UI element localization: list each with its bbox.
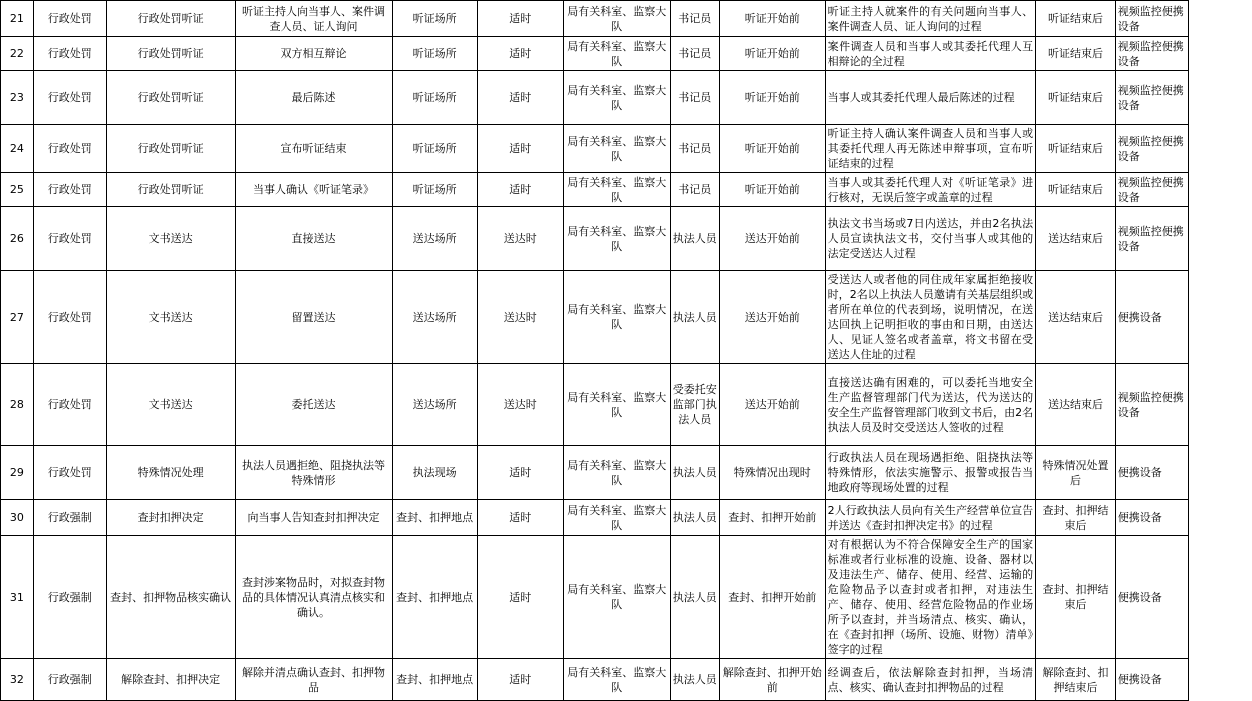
table-row — [1, 1, 1189, 37]
record-content-cell: 对有根据认为不符合保障安全生产的国家标准或者行业标准的设施、设备、器材以及违法生产、储存、使用、经营、运输的危险物品予以查封或者扣押，对违法生产、储存、使用、经营危险物品的作业场所予以查封，并当场清点、核实、确认，在《查封扣押（场所、设施、财物）清单》签字的过程 — [825, 536, 1036, 659]
step-cell: 双方相互辩论 — [235, 37, 392, 71]
record-start-cell: 送达开始前 — [719, 207, 825, 271]
procedure-cell: 行政处罚听证 — [106, 71, 235, 125]
matter-type-cell: 行政处罚 — [33, 1, 106, 37]
device-cell: 便携设备 — [1115, 446, 1188, 500]
table-row — [1, 207, 1189, 271]
procedure-cell: 查封扣押决定 — [106, 500, 235, 536]
device-cell: 视频监控便携设备 — [1115, 1, 1188, 37]
timing-cell: 适时 — [477, 173, 563, 207]
step-cell: 解除并清点确认查封、扣押物品 — [235, 659, 392, 701]
record-start-cell: 听证开始前 — [719, 71, 825, 125]
table-row — [1, 500, 1189, 536]
record-end-cell: 特殊情况处置后 — [1036, 446, 1116, 500]
matter-type-cell: 行政处罚 — [33, 364, 106, 446]
record-end-cell: 解除查封、扣押结束后 — [1036, 659, 1116, 701]
procedure-cell: 行政处罚听证 — [106, 1, 235, 37]
procedure-cell: 行政处罚听证 — [106, 37, 235, 71]
record-start-cell: 解除查封、扣押开始前 — [719, 659, 825, 701]
matter-type-cell: 行政处罚 — [33, 446, 106, 500]
record-end-cell: 听证结束后 — [1036, 1, 1116, 37]
record-end-cell: 送达结束后 — [1036, 207, 1116, 271]
step-cell: 直接送达 — [235, 207, 392, 271]
row-number-cell: 25 — [1, 173, 34, 207]
matter-type-cell: 行政强制 — [33, 500, 106, 536]
department-cell: 局有关科室、监察大队 — [563, 271, 670, 364]
place-cell: 听证场所 — [392, 173, 477, 207]
responsible-person-cell: 执法人员 — [670, 207, 719, 271]
matter-type-cell: 行政处罚 — [33, 125, 106, 173]
table-row — [1, 37, 1189, 71]
matter-type-cell: 行政处罚 — [33, 71, 106, 125]
responsible-person-cell: 受委托安监部门执法人员 — [670, 364, 719, 446]
procedure-cell: 文书送达 — [106, 207, 235, 271]
timing-cell: 适时 — [477, 1, 563, 37]
record-start-cell: 听证开始前 — [719, 1, 825, 37]
row-number-cell: 27 — [1, 271, 34, 364]
record-start-cell: 特殊情况出现时 — [719, 446, 825, 500]
step-cell: 执法人员遇拒绝、阻挠执法等特殊情形 — [235, 446, 392, 500]
table-row — [1, 173, 1189, 207]
timing-cell: 适时 — [477, 500, 563, 536]
record-content-cell: 案件调查人员和当事人或其委托代理人互相辩论的全过程 — [825, 37, 1036, 71]
procedure-cell: 查封、扣押物品核实确认 — [106, 536, 235, 659]
place-cell: 查封、扣押地点 — [392, 659, 477, 701]
record-start-cell: 听证开始前 — [719, 37, 825, 71]
record-start-cell: 听证开始前 — [719, 173, 825, 207]
timing-cell: 适时 — [477, 659, 563, 701]
matter-type-cell: 行政处罚 — [33, 207, 106, 271]
record-content-cell: 受送达人或者他的同住成年家属拒绝接收时，2名以上执法人员邀请有关基层组织或者所在单位的代表到场，说明情况，在送达回执上记明拒收的事由和日期，由送达人、见证人签名或者盖章，将文书留在受送达人住址的过程 — [825, 271, 1036, 364]
record-content-cell: 直接送达确有困难的，可以委托当地安全生产监督管理部门代为送达，代为送达的安全生产监督管理部门收到文书后，由2名执法人员及时交受送达人签收的过程 — [825, 364, 1036, 446]
place-cell: 送达场所 — [392, 271, 477, 364]
record-end-cell: 查封、扣押结束后 — [1036, 536, 1116, 659]
department-cell: 局有关科室、监察大队 — [563, 446, 670, 500]
department-cell: 局有关科室、监察大队 — [563, 125, 670, 173]
timing-cell: 送达时 — [477, 271, 563, 364]
device-cell: 视频监控便携设备 — [1115, 173, 1188, 207]
department-cell: 局有关科室、监察大队 — [563, 173, 670, 207]
matter-type-cell: 行政强制 — [33, 536, 106, 659]
responsible-person-cell: 执法人员 — [670, 271, 719, 364]
record-content-cell: 听证主持人就案件的有关问题向当事人、案件调查人员、证人询问的过程 — [825, 1, 1036, 37]
step-cell: 宣布听证结束 — [235, 125, 392, 173]
table-row — [1, 446, 1189, 500]
device-cell: 便携设备 — [1115, 536, 1188, 659]
place-cell: 听证场所 — [392, 1, 477, 37]
device-cell: 视频监控便携设备 — [1115, 364, 1188, 446]
timing-cell: 适时 — [477, 37, 563, 71]
device-cell: 便携设备 — [1115, 659, 1188, 701]
timing-cell: 适时 — [477, 536, 563, 659]
step-cell: 最后陈述 — [235, 71, 392, 125]
table-row — [1, 364, 1189, 446]
record-end-cell: 听证结束后 — [1036, 173, 1116, 207]
step-cell: 留置送达 — [235, 271, 392, 364]
responsible-person-cell: 执法人员 — [670, 659, 719, 701]
row-number-cell: 26 — [1, 207, 34, 271]
department-cell: 局有关科室、监察大队 — [563, 37, 670, 71]
step-cell: 当事人确认《听证笔录》 — [235, 173, 392, 207]
table-row — [1, 71, 1189, 125]
responsible-person-cell: 书记员 — [670, 173, 719, 207]
record-start-cell: 听证开始前 — [719, 125, 825, 173]
row-number-cell: 24 — [1, 125, 34, 173]
department-cell: 局有关科室、监察大队 — [563, 500, 670, 536]
device-cell: 视频监控便携设备 — [1115, 37, 1188, 71]
record-content-cell: 行政执法人员在现场遇拒绝、阻挠执法等特殊情形，依法实施警示、报警或报告当地政府等现场处置的过程 — [825, 446, 1036, 500]
responsible-person-cell: 执法人员 — [670, 500, 719, 536]
place-cell: 送达场所 — [392, 207, 477, 271]
device-cell: 视频监控便携设备 — [1115, 125, 1188, 173]
record-content-cell: 当事人或其委托代理人最后陈述的过程 — [825, 71, 1036, 125]
row-number-cell: 30 — [1, 500, 34, 536]
procedure-cell: 行政处罚听证 — [106, 125, 235, 173]
procedure-cell: 行政处罚听证 — [106, 173, 235, 207]
department-cell: 局有关科室、监察大队 — [563, 364, 670, 446]
record-start-cell: 送达开始前 — [719, 364, 825, 446]
timing-cell: 适时 — [477, 71, 563, 125]
record-content-cell: 听证主持人确认案件调查人员和当事人或其委托代理人再无陈述申辩事项，宣布听证结束的过程 — [825, 125, 1036, 173]
department-cell: 局有关科室、监察大队 — [563, 536, 670, 659]
row-number-cell: 22 — [1, 37, 34, 71]
device-cell: 视频监控便携设备 — [1115, 207, 1188, 271]
record-end-cell: 送达结束后 — [1036, 364, 1116, 446]
matter-type-cell: 行政处罚 — [33, 173, 106, 207]
responsible-person-cell: 书记员 — [670, 71, 719, 125]
department-cell: 局有关科室、监察大队 — [563, 207, 670, 271]
timing-cell: 适时 — [477, 125, 563, 173]
table-row — [1, 536, 1189, 659]
record-content-cell: 当事人或其委托代理人对《听证笔录》进行核对，无误后签字或盖章的过程 — [825, 173, 1036, 207]
record-end-cell: 听证结束后 — [1036, 37, 1116, 71]
responsible-person-cell: 书记员 — [670, 125, 719, 173]
place-cell: 查封、扣押地点 — [392, 500, 477, 536]
device-cell: 便携设备 — [1115, 271, 1188, 364]
procedure-cell: 文书送达 — [106, 271, 235, 364]
record-start-cell: 查封、扣押开始前 — [719, 500, 825, 536]
record-end-cell: 查封、扣押结束后 — [1036, 500, 1116, 536]
table-row — [1, 125, 1189, 173]
table-row — [1, 659, 1189, 701]
responsible-person-cell: 执法人员 — [670, 446, 719, 500]
step-cell: 查封涉案物品时，对拟查封物品的具体情况认真清点核实和确认。 — [235, 536, 392, 659]
procedure-cell: 文书送达 — [106, 364, 235, 446]
responsible-person-cell: 书记员 — [670, 37, 719, 71]
device-cell: 视频监控便携设备 — [1115, 71, 1188, 125]
place-cell: 听证场所 — [392, 125, 477, 173]
responsible-person-cell: 执法人员 — [670, 536, 719, 659]
department-cell: 局有关科室、监察大队 — [563, 659, 670, 701]
row-number-cell: 28 — [1, 364, 34, 446]
procedure-cell: 特殊情况处理 — [106, 446, 235, 500]
timing-cell: 送达时 — [477, 364, 563, 446]
row-number-cell: 31 — [1, 536, 34, 659]
record-start-cell: 送达开始前 — [719, 271, 825, 364]
record-start-cell: 查封、扣押开始前 — [719, 536, 825, 659]
timing-cell: 送达时 — [477, 207, 563, 271]
record-end-cell: 听证结束后 — [1036, 125, 1116, 173]
matter-type-cell: 行政处罚 — [33, 37, 106, 71]
department-cell: 局有关科室、监察大队 — [563, 71, 670, 125]
step-cell: 听证主持人向当事人、案件调查人员、证人询问 — [235, 1, 392, 37]
record-end-cell: 听证结束后 — [1036, 71, 1116, 125]
row-number-cell: 32 — [1, 659, 34, 701]
record-end-cell: 送达结束后 — [1036, 271, 1116, 364]
department-cell: 局有关科室、监察大队 — [563, 1, 670, 37]
timing-cell: 适时 — [477, 446, 563, 500]
place-cell: 听证场所 — [392, 71, 477, 125]
step-cell: 向当事人告知查封扣押决定 — [235, 500, 392, 536]
record-content-cell: 2人行政执法人员向有关生产经营单位宣告并送达《查封扣押决定书》的过程 — [825, 500, 1036, 536]
record-content-cell: 执法文书当场或7日内送达，并由2名执法人员宣读执法文书，交付当事人或其他的法定受送达人过程 — [825, 207, 1036, 271]
place-cell: 听证场所 — [392, 37, 477, 71]
procedure-cell: 解除查封、扣押决定 — [106, 659, 235, 701]
place-cell: 送达场所 — [392, 364, 477, 446]
row-number-cell: 23 — [1, 71, 34, 125]
place-cell: 查封、扣押地点 — [392, 536, 477, 659]
matter-type-cell: 行政处罚 — [33, 271, 106, 364]
row-number-cell: 29 — [1, 446, 34, 500]
record-content-cell: 经调查后，依法解除查封扣押，当场清点、核实、确认查封扣押物品的过程 — [825, 659, 1036, 701]
responsible-person-cell: 书记员 — [670, 1, 719, 37]
row-number-cell: 21 — [1, 1, 34, 37]
step-cell: 委托送达 — [235, 364, 392, 446]
device-cell: 便携设备 — [1115, 500, 1188, 536]
place-cell: 执法现场 — [392, 446, 477, 500]
matter-type-cell: 行政强制 — [33, 659, 106, 701]
table-row — [1, 271, 1189, 364]
